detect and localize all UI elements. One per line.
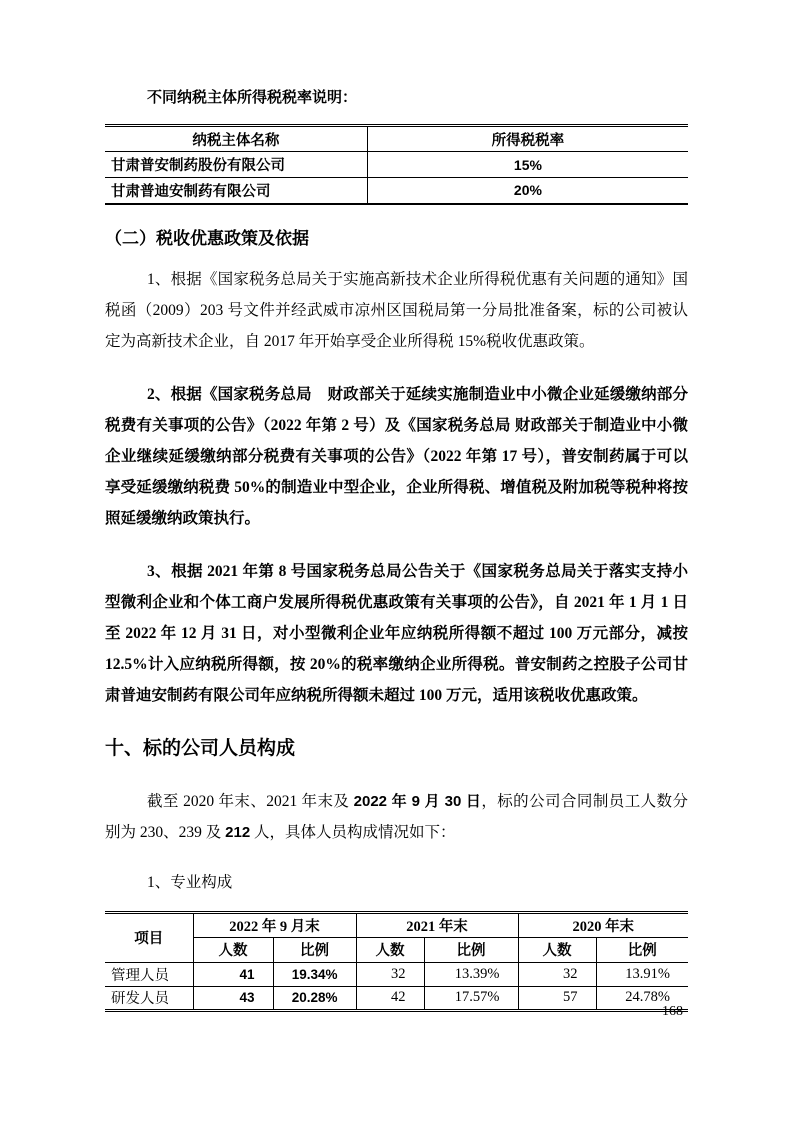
- period-header-2022: 2022 年 9 月末: [193, 912, 356, 937]
- staff-table-item-header: 项目: [105, 912, 193, 962]
- sub-header-count: 人数: [518, 937, 596, 962]
- count-2022: 43: [193, 986, 273, 1010]
- count-2020: 32: [518, 962, 596, 986]
- count-2021: 42: [356, 986, 424, 1010]
- staff-intro-paragraph: [105, 786, 688, 848]
- staff-table-group-header-row: [105, 912, 688, 937]
- ratio-2020: 13.91%: [596, 962, 688, 986]
- sub-header-count: 人数: [193, 937, 273, 962]
- section-heading-tax-policy: （二）税收优惠政策及依据: [105, 228, 309, 248]
- tax-table-header-rate: 所得税税率: [367, 126, 688, 152]
- staff-intro-bold-date: 2022 年 9 月 30 日: [353, 792, 482, 810]
- taxpayer-name: 甘肃普安制药股份有限公司: [105, 152, 367, 178]
- staff-intro-text: 截至 2020 年末、2021 年末及: [147, 792, 354, 810]
- tax-table-header-name: 纳税主体名称: [105, 126, 367, 152]
- paragraph-policy-1: 1、根据《国家税务总局关于实施高新技术企业所得税优惠有关问题的通知》国税函（2009）203 号文件并经武威市凉州区国税局第一分局批准备案，标的公司被认定为高新技术企业，自 2017 年开始享受企业所得税 15%税收优惠政策。: [105, 270, 688, 350]
- sub-header-ratio: 比例: [596, 937, 688, 962]
- staff-table-sub-header-row: [105, 937, 688, 962]
- tax-rate-value: 15%: [367, 152, 688, 178]
- staff-category: 研发人员: [105, 986, 193, 1010]
- staff-category: 管理人员: [105, 962, 193, 986]
- table-row: [105, 962, 688, 986]
- period-header-2020: 2020 年末: [518, 912, 688, 937]
- tax-rate-value: 20%: [367, 178, 688, 204]
- staff-intro-text: 人，具体人员构成情况如下：: [250, 823, 456, 841]
- page-number: 168: [662, 1004, 683, 1019]
- count-2022: 41: [193, 962, 273, 986]
- tax-note-heading: 不同纳税主体所得税税率说明：: [147, 90, 358, 106]
- staff-composition-table: [105, 911, 688, 1012]
- staff-intro-text: ，标的公司合同制员工人数分别为 230、239 及: [105, 792, 688, 841]
- tax-rate-table: [105, 124, 688, 205]
- taxpayer-name: 甘肃普迪安制药有限公司: [105, 178, 367, 204]
- period-header-2021: 2021 年末: [356, 912, 518, 937]
- sub-heading-composition: 1、专业构成: [147, 873, 233, 891]
- tax-table-header-row: [105, 126, 688, 152]
- staff-intro-bold-count: 212: [225, 823, 251, 841]
- count-2021: 32: [356, 962, 424, 986]
- table-row: [105, 178, 688, 204]
- sub-header-ratio: 比例: [424, 937, 518, 962]
- ratio-2022: 19.34%: [273, 962, 356, 986]
- paragraph-policy-2: 2、根据《国家税务总局 财政部关于延续实施制造业中小微企业延缓缴纳部分税费有关事项的公告》（2022 年第 2 号）及《国家税务总局 财政部关于制造业中小微企业继续延缓缴纳部分税费有关事项的公告》（2022 年第 17 号），普安制药属于可以享受延缓缴纳税费 50%的制造业中型企业，企业所得税、增值税及附加税等税种将按照延缓缴纳政策执行。: [105, 385, 688, 527]
- section-heading-personnel: 十、标的公司人员构成: [105, 737, 296, 759]
- sub-header-ratio: 比例: [273, 937, 356, 962]
- sub-header-count: 人数: [356, 937, 424, 962]
- ratio-2020: 24.78%: [596, 986, 688, 1010]
- ratio-2021: 13.39%: [424, 962, 518, 986]
- table-row: [105, 152, 688, 178]
- count-2020: 57: [518, 986, 596, 1010]
- ratio-2022: 20.28%: [273, 986, 356, 1010]
- table-row: [105, 986, 688, 1010]
- paragraph-policy-3: 3、根据 2021 年第 8 号国家税务总局公告关于《国家税务总局关于落实支持小型微利企业和个体工商户发展所得税优惠政策有关事项的公告》，自 2021 年 1 月 1 日至 2022 年 12 月 31 日，对小型微利企业年应纳税所得额不超过 100 万元部分，减按 12.5%计入应纳税所得额，按 20%的税率缴纳企业所得税。普安制药之控股子公司甘肃普迪安制药有限公司年应纳税所得额未超过 100 万元，适用该税收优惠政策。: [105, 562, 688, 704]
- ratio-2021: 17.57%: [424, 986, 518, 1010]
